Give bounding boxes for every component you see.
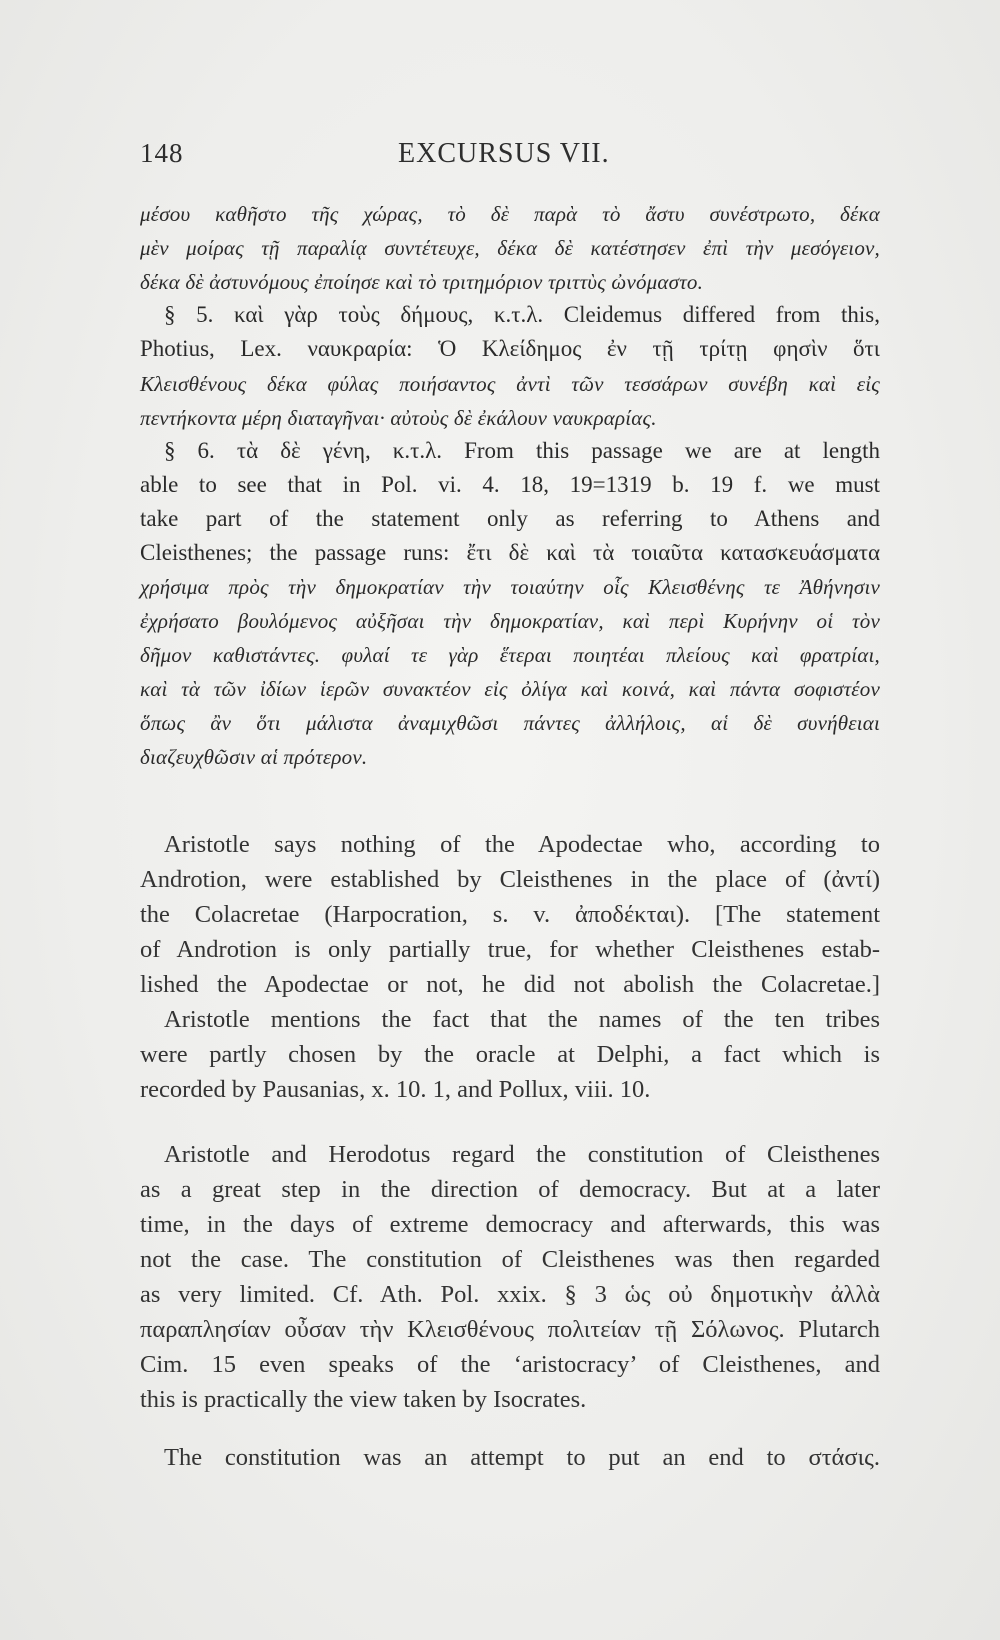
- text-line: were partly chosen by the oracle at Delphi, a fact which is: [140, 1041, 880, 1068]
- text-line: take part of the statement only as referring to Athens and: [140, 506, 880, 531]
- text-line: lished the Apodectae or not, he did not abolish the Colacretae.]: [140, 971, 880, 998]
- text-line: The constitution was an attempt to put an end to στάσις.: [164, 1444, 880, 1471]
- text-line: Androtion, were established by Cleisthenes in the place of (ἀντί): [140, 866, 880, 893]
- text-line: Aristotle says nothing of the Apodectae who, according to: [164, 831, 880, 858]
- text-line: ὅπως ἂν ὅτι μάλιστα ἀναμιχθῶσι πάντες ἀλλήλοις, αἱ δὲ συνήθειαι: [140, 711, 880, 735]
- text-line: Κλεισθένους δέκα φύλας ποιήσαντος ἀντὶ τῶν τεσσάρων συνέβη καὶ εἰς: [140, 372, 880, 396]
- text-line: διαζευχθῶσιν αἱ πρότερον.: [140, 745, 368, 769]
- text-line: δέκα δὲ ἀστυνόμους ἐποίησε καὶ τὸ τριτημόριον τριττὺς ὠνόμαστο.: [140, 270, 704, 294]
- text-line: § 6. τὰ δὲ γένη, κ.τ.λ. From this passage we are at length: [164, 438, 880, 463]
- text-line: this is practically the view taken by Isocrates.: [140, 1386, 587, 1413]
- page-number: 148: [140, 138, 184, 168]
- text-line: the Colacretae (Harpocration, s. v. ἀποδέκται). [The statement: [140, 901, 880, 928]
- text-line: Aristotle mentions the fact that the names of the ten tribes: [164, 1006, 880, 1033]
- text-line: χρήσιμα πρὸς τὴν δημοκρατίαν τὴν τοιαύτην οἷς Κλεισθένης τε Ἀθήνησιν: [140, 575, 880, 599]
- text-line: § 5. καὶ γὰρ τοὺς δήμους, κ.τ.λ. Cleidemus differed from this,: [164, 302, 880, 327]
- text-line: πεντήκοντα μέρη διαταγῆναι· αὐτοὺς δὲ ἐκάλουν ναυκραρίας.: [140, 406, 657, 430]
- text-line: καὶ τὰ τῶν ἰδίων ἱερῶν συνακτέον εἰς ὀλίγα καὶ κοινά, καὶ πάντα σοφιστέον: [140, 677, 880, 701]
- text-line: time, in the days of extreme democracy and afterwards, this was: [140, 1211, 880, 1238]
- text-line: Cleisthenes; the passage runs: ἔτι δὲ καὶ τὰ τοιαῦτα κατασκευάσματα: [140, 540, 880, 565]
- text-line: Cim. 15 even speaks of the ‘aristocracy’ of Cleisthenes, and: [140, 1351, 880, 1378]
- text-line: μέσου καθῆστο τῆς χώρας, τὸ δὲ παρὰ τὸ ἄστυ συνέστρωτο, δέκα: [140, 202, 880, 226]
- text-line: as a great step in the direction of democracy. But at a later: [140, 1176, 880, 1203]
- text-line: Photius, Lex. ναυκραρία: Ὁ Κλείδημος ἐν τῇ τρίτῃ φησὶν ὅτι: [140, 336, 880, 361]
- text-line: recorded by Pausanias, x. 10. 1, and Pollux, viii. 10.: [140, 1076, 651, 1103]
- text-line: μὲν μοίρας τῇ παραλίᾳ συντέτευχε, δέκα δὲ κατέστησεν ἐπὶ τὴν μεσόγειον,: [140, 236, 880, 260]
- text-line: δῆμον καθιστάντες. φυλαί τε γὰρ ἕτεραι ποιητέαι πλείους καὶ φρατρίαι,: [140, 643, 880, 667]
- text-line: able to see that in Pol. vi. 4. 18, 19=1319 b. 19 f. we must: [140, 472, 880, 497]
- text-line: not the case. The constitution of Cleisthenes was then regarded: [140, 1246, 880, 1273]
- text-line: ἐχρήσατο βουλόμενος αὐξῆσαι τὴν δημοκρατίαν, καὶ περὶ Κυρήνην οἱ τὸν: [140, 609, 880, 633]
- running-head: EXCURSUS VII.: [398, 138, 610, 169]
- text-line: παραπλησίαν οὖσαν τὴν Κλεισθένους πολιτείαν τῇ Σόλωνος. Plutarch: [140, 1316, 880, 1343]
- text-line: as very limited. Cf. Ath. Pol. xxix. § 3 ὡς οὐ δημοτικὴν ἀλλὰ: [140, 1281, 880, 1308]
- text-line: Aristotle and Herodotus regard the constitution of Cleisthenes: [164, 1141, 880, 1168]
- page-header: [140, 138, 880, 178]
- text-line: of Androtion is only partially true, for whether Cleisthenes estab-: [140, 936, 880, 963]
